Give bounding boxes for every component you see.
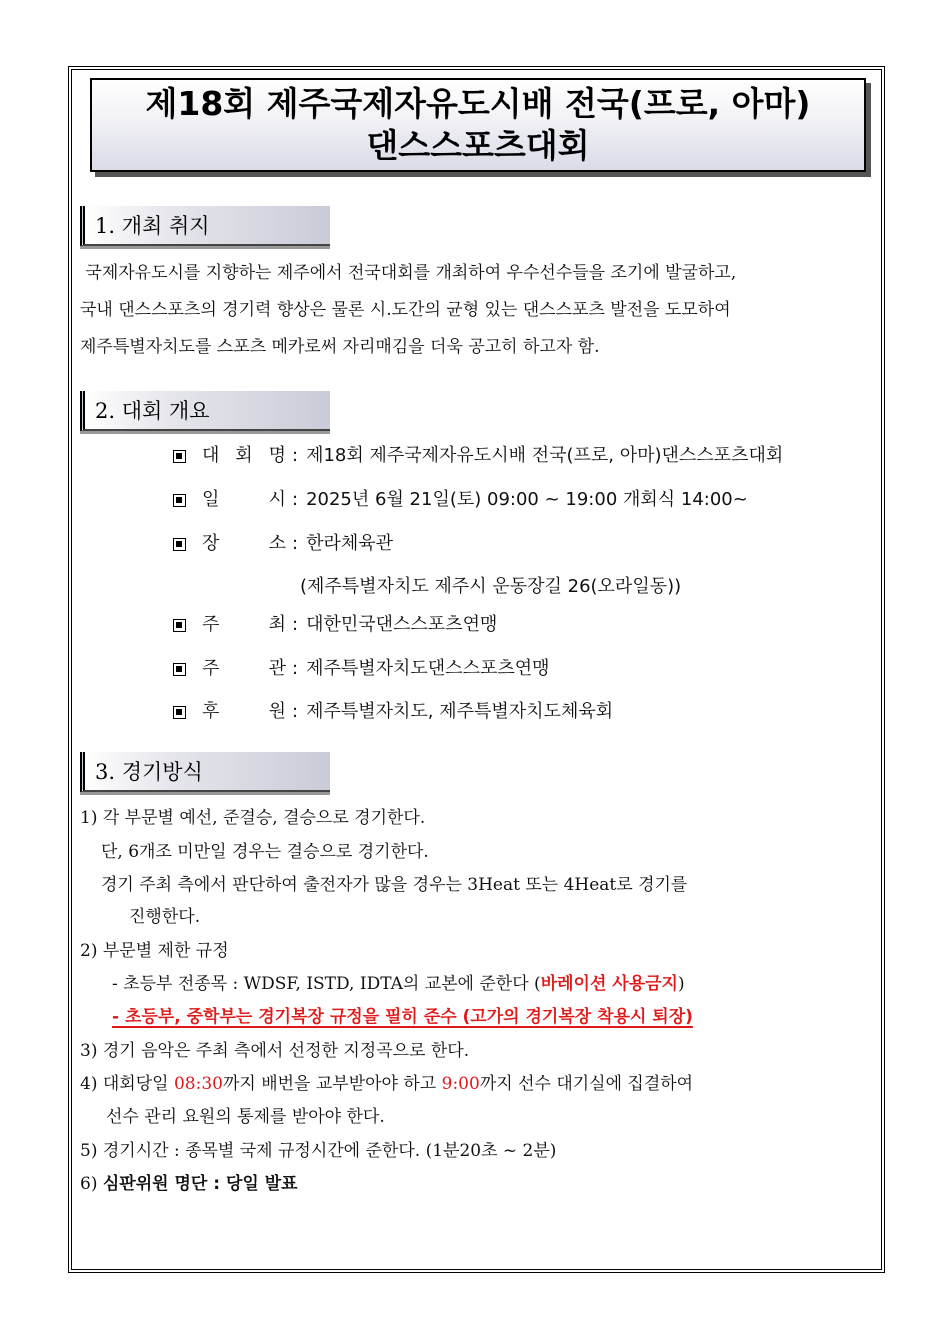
overview-value: 2025년 6월 21일(토) 09:00 ~ 19:00 개회식 14:00~	[306, 489, 748, 510]
purpose-line: 제주특별자치도를 스포츠 메카로써 자리매김을 더욱 공고히 하고자 함.	[80, 337, 600, 357]
section-heading-competition-rules: 3. 경기방식	[80, 752, 330, 792]
square-bullet-icon	[173, 450, 186, 463]
overview-label: 장 소	[202, 533, 286, 554]
rule-item-2-sub-1: - 초등부 전종목 : WDSF, ISTD, IDTA의 교본에 준한다 (바레이션 사용금지)	[112, 974, 685, 994]
variation-banned-notice: 바레이션 사용금지	[540, 974, 678, 994]
purpose-line: 국내 댄스스포츠의 경기력 향상은 물론 시.도간의 균형 있는 댄스스포츠 발전을 도모하여	[80, 300, 731, 320]
bib-time: 08:30	[173, 1074, 223, 1094]
assembly-time: 9:00	[441, 1074, 480, 1094]
rule-item-4-cont: 선수 관리 요원의 통제를 받아야 한다.	[106, 1107, 385, 1127]
overview-row-date: 일 시 : 2025년 6월 21일(토) 09:00 ~ 19:00 개회식 14:00~	[173, 485, 748, 515]
overview-label: 주 관	[202, 658, 286, 679]
overview-value: 제주특별자치도, 제주특별자치도체육회	[306, 701, 614, 722]
title-line-1: 제18회 제주국제자유도시배 전국(프로, 아마)	[145, 84, 811, 123]
overview-row-organizer: 주 관 : 제주특별자치도댄스스포츠연맹	[173, 654, 550, 684]
overview-row-event-name: 대 회 명 : 제18회 제주국제자유도시배 전국(프로, 아마)댄스스포츠대회	[173, 441, 783, 471]
overview-value: 대한민국댄스스포츠연맹	[306, 614, 498, 635]
overview-label: 주 최	[202, 614, 286, 635]
square-bullet-icon	[173, 619, 186, 632]
venue-address: (제주특별자치도 제주시 운동장길 26(오라일동))	[300, 576, 682, 597]
overview-value: 한라체육관	[306, 533, 394, 554]
purpose-line: 국제자유도시를 지향하는 제주에서 전국대회를 개최하여 우수선수들을 조기에 발굴하고,	[80, 263, 737, 283]
judges-list-notice: 심판위원 명단 : 당일 발표	[102, 1174, 298, 1194]
square-bullet-icon	[173, 663, 186, 676]
overview-row-sponsor: 후 원 : 제주특별자치도, 제주특별자치도체육회	[173, 697, 613, 727]
overview-row-venue: 장 소 : 한라체육관	[173, 529, 393, 559]
rule-item-2: 2) 부문별 제한 규정	[80, 941, 229, 961]
square-bullet-icon	[173, 494, 186, 507]
overview-value: 제18회 제주국제자유도시배 전국(프로, 아마)댄스스포츠대회	[306, 445, 784, 466]
overview-row-host: 주 최 : 대한민국댄스스포츠연맹	[173, 610, 497, 640]
overview-value: 제주특별자치도댄스스포츠연맹	[306, 658, 550, 679]
title-line-2: 댄스스포츠대회	[366, 126, 590, 165]
overview-label: 일 시	[202, 489, 286, 510]
square-bullet-icon	[173, 538, 186, 551]
rule-item-1-sub-2: 경기 주최 측에서 판단하여 출전자가 많을 경우는 3Heat 또는 4Heat로 경기를	[101, 875, 688, 895]
document-title-box	[90, 78, 866, 172]
rule-item-4: 4) 대회당일 08:30까지 배번을 교부받아야 하고 9:00까지 선수 대기실에 집결하여	[80, 1074, 694, 1094]
rule-item-2-sub-2: - 초등부, 중학부는 경기복장 규정을 필히 준수 (고가의 경기복장 착용시 퇴장)	[112, 1007, 693, 1027]
overview-label: 대 회 명	[202, 445, 286, 466]
rule-item-6: 6) 심판위원 명단 : 당일 발표	[80, 1174, 298, 1194]
rule-item-3: 3) 경기 음악은 주최 측에서 선정한 지정곡으로 한다.	[80, 1041, 470, 1061]
rule-item-1-sub-1: 단, 6개조 미만일 경우는 결승으로 경기한다.	[101, 842, 429, 862]
rule-item-5: 5) 경기시간 : 종목별 국제 규정시간에 준한다. (1분20초 ~ 2분)	[80, 1141, 557, 1161]
square-bullet-icon	[173, 706, 186, 719]
section-heading-overview: 2. 대회 개요	[80, 391, 330, 431]
rule-item-1: 1) 각 부문별 예선, 준결승, 결승으로 경기한다.	[80, 808, 426, 828]
rule-item-1-sub-2-cont: 진행한다.	[129, 907, 201, 927]
overview-label: 후 원	[202, 701, 286, 722]
purpose-paragraph	[80, 255, 870, 366]
section-heading-purpose: 1. 개최 취지	[80, 206, 330, 246]
